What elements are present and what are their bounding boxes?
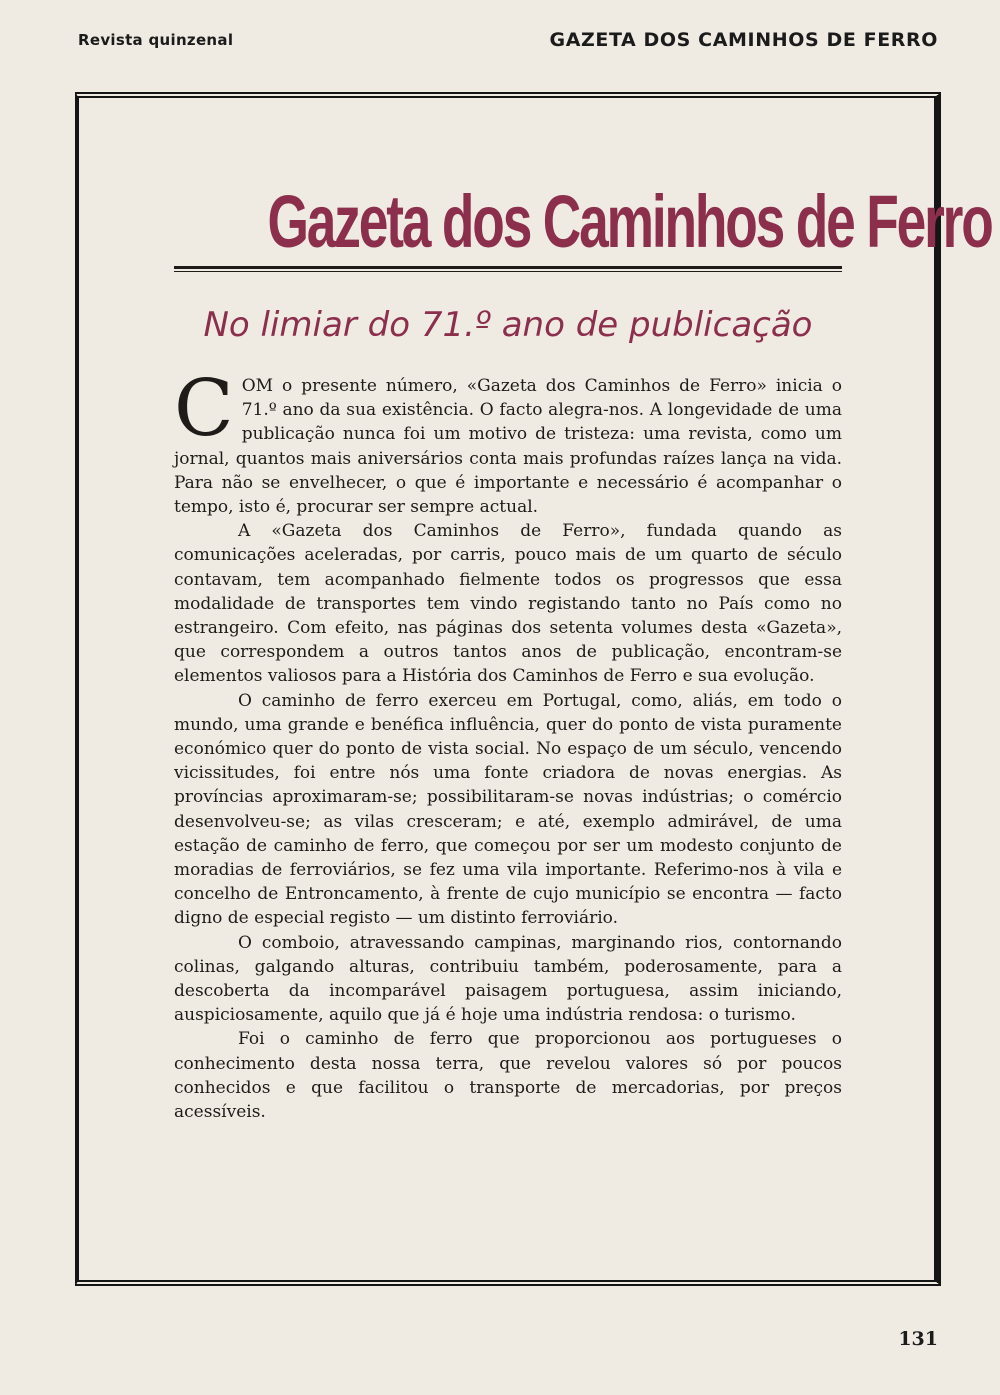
article-paragraph-3: O caminho de ferro exerceu em Portugal, como, aliás, em todo o mundo, uma grande e benéfica influência, quer do ponto de vista puramente económico quer do ponto de vista social. No espaço de um século, vencendo vicissitudes, foi entre nós uma fonte criadora de novas energias. As províncias aproximaram-se; possibilitaram-se novas indústrias; o comércio desenvolveu-se; as vilas cresceram; e até, exemplo admirável, de uma estação de caminho de ferro, que começou por ser um modesto conjunto de moradias de ferroviários, se fez uma vila importante. Referimo-nos à vila e concelho de Entroncamento, à frente de cujo município se encontra — facto digno de especial registo — um distinto ferroviário. [174, 690, 842, 929]
running-header-left: Revista quinzenal [78, 31, 234, 49]
title-rule [174, 266, 842, 272]
article-paragraph-1 [174, 364, 842, 519]
drop-cap: C [174, 364, 234, 454]
article-body [174, 364, 842, 1124]
article-paragraph-4: O comboio, atravessando campinas, marginando rios, contornando colinas, galgando alturas, contribuiu também, poderosamente, para a descoberta da incomparável paisagem portuguesa, assim iniciando, auspiciosamente, aquilo que já é hoje uma indústria rendosa: o turismo. [174, 932, 842, 1026]
running-header-right: GAZETA DOS CAMINHOS DE FERRO [549, 29, 938, 51]
article-paragraph-5: Foi o caminho de ferro que proporcionou aos portugueses o conhecimento desta nossa terra, que revelou valores só por poucos conhecidos e que facilitou o transporte de mercadorias, por preços acessíveis. [174, 1029, 842, 1123]
masthead-title: Gazeta dos Caminhos de Ferro [267, 180, 992, 263]
page-number: 131 [898, 1328, 938, 1350]
paragraph-text: OM o presente número, «Gazeta dos Caminhos de Ferro» inicia o 71.º ano da sua existência. O facto alegra-nos. A longevidade de uma publicação nunca foi um motivo de tristeza: uma revista, como um jornal, quantos mais aniversários conta mais profundas raízes lança na vida. Para não se envelhecer, o que é importante e necessário é acompanhar o tempo, isto é, procurar ser sempre actual. [174, 376, 842, 518]
article-subtitle: No limiar do 71.º ano de publicação [203, 305, 813, 345]
article-paragraph-2: A «Gazeta dos Caminhos de Ferro», fundada quando as comunicações aceleradas, por carris, pouco mais de um quarto de século contavam, tem acompanhado fielmente todos os progressos que essa modalidade de transportes tem vindo registando tanto no País como no estrangeiro. Com efeito, nas páginas dos setenta volumes desta «Gazeta», que correspondem a outros tantos anos de publicação, encontram-se elementos valiosos para a História dos Caminhos de Ferro e sua evolução. [174, 521, 842, 687]
